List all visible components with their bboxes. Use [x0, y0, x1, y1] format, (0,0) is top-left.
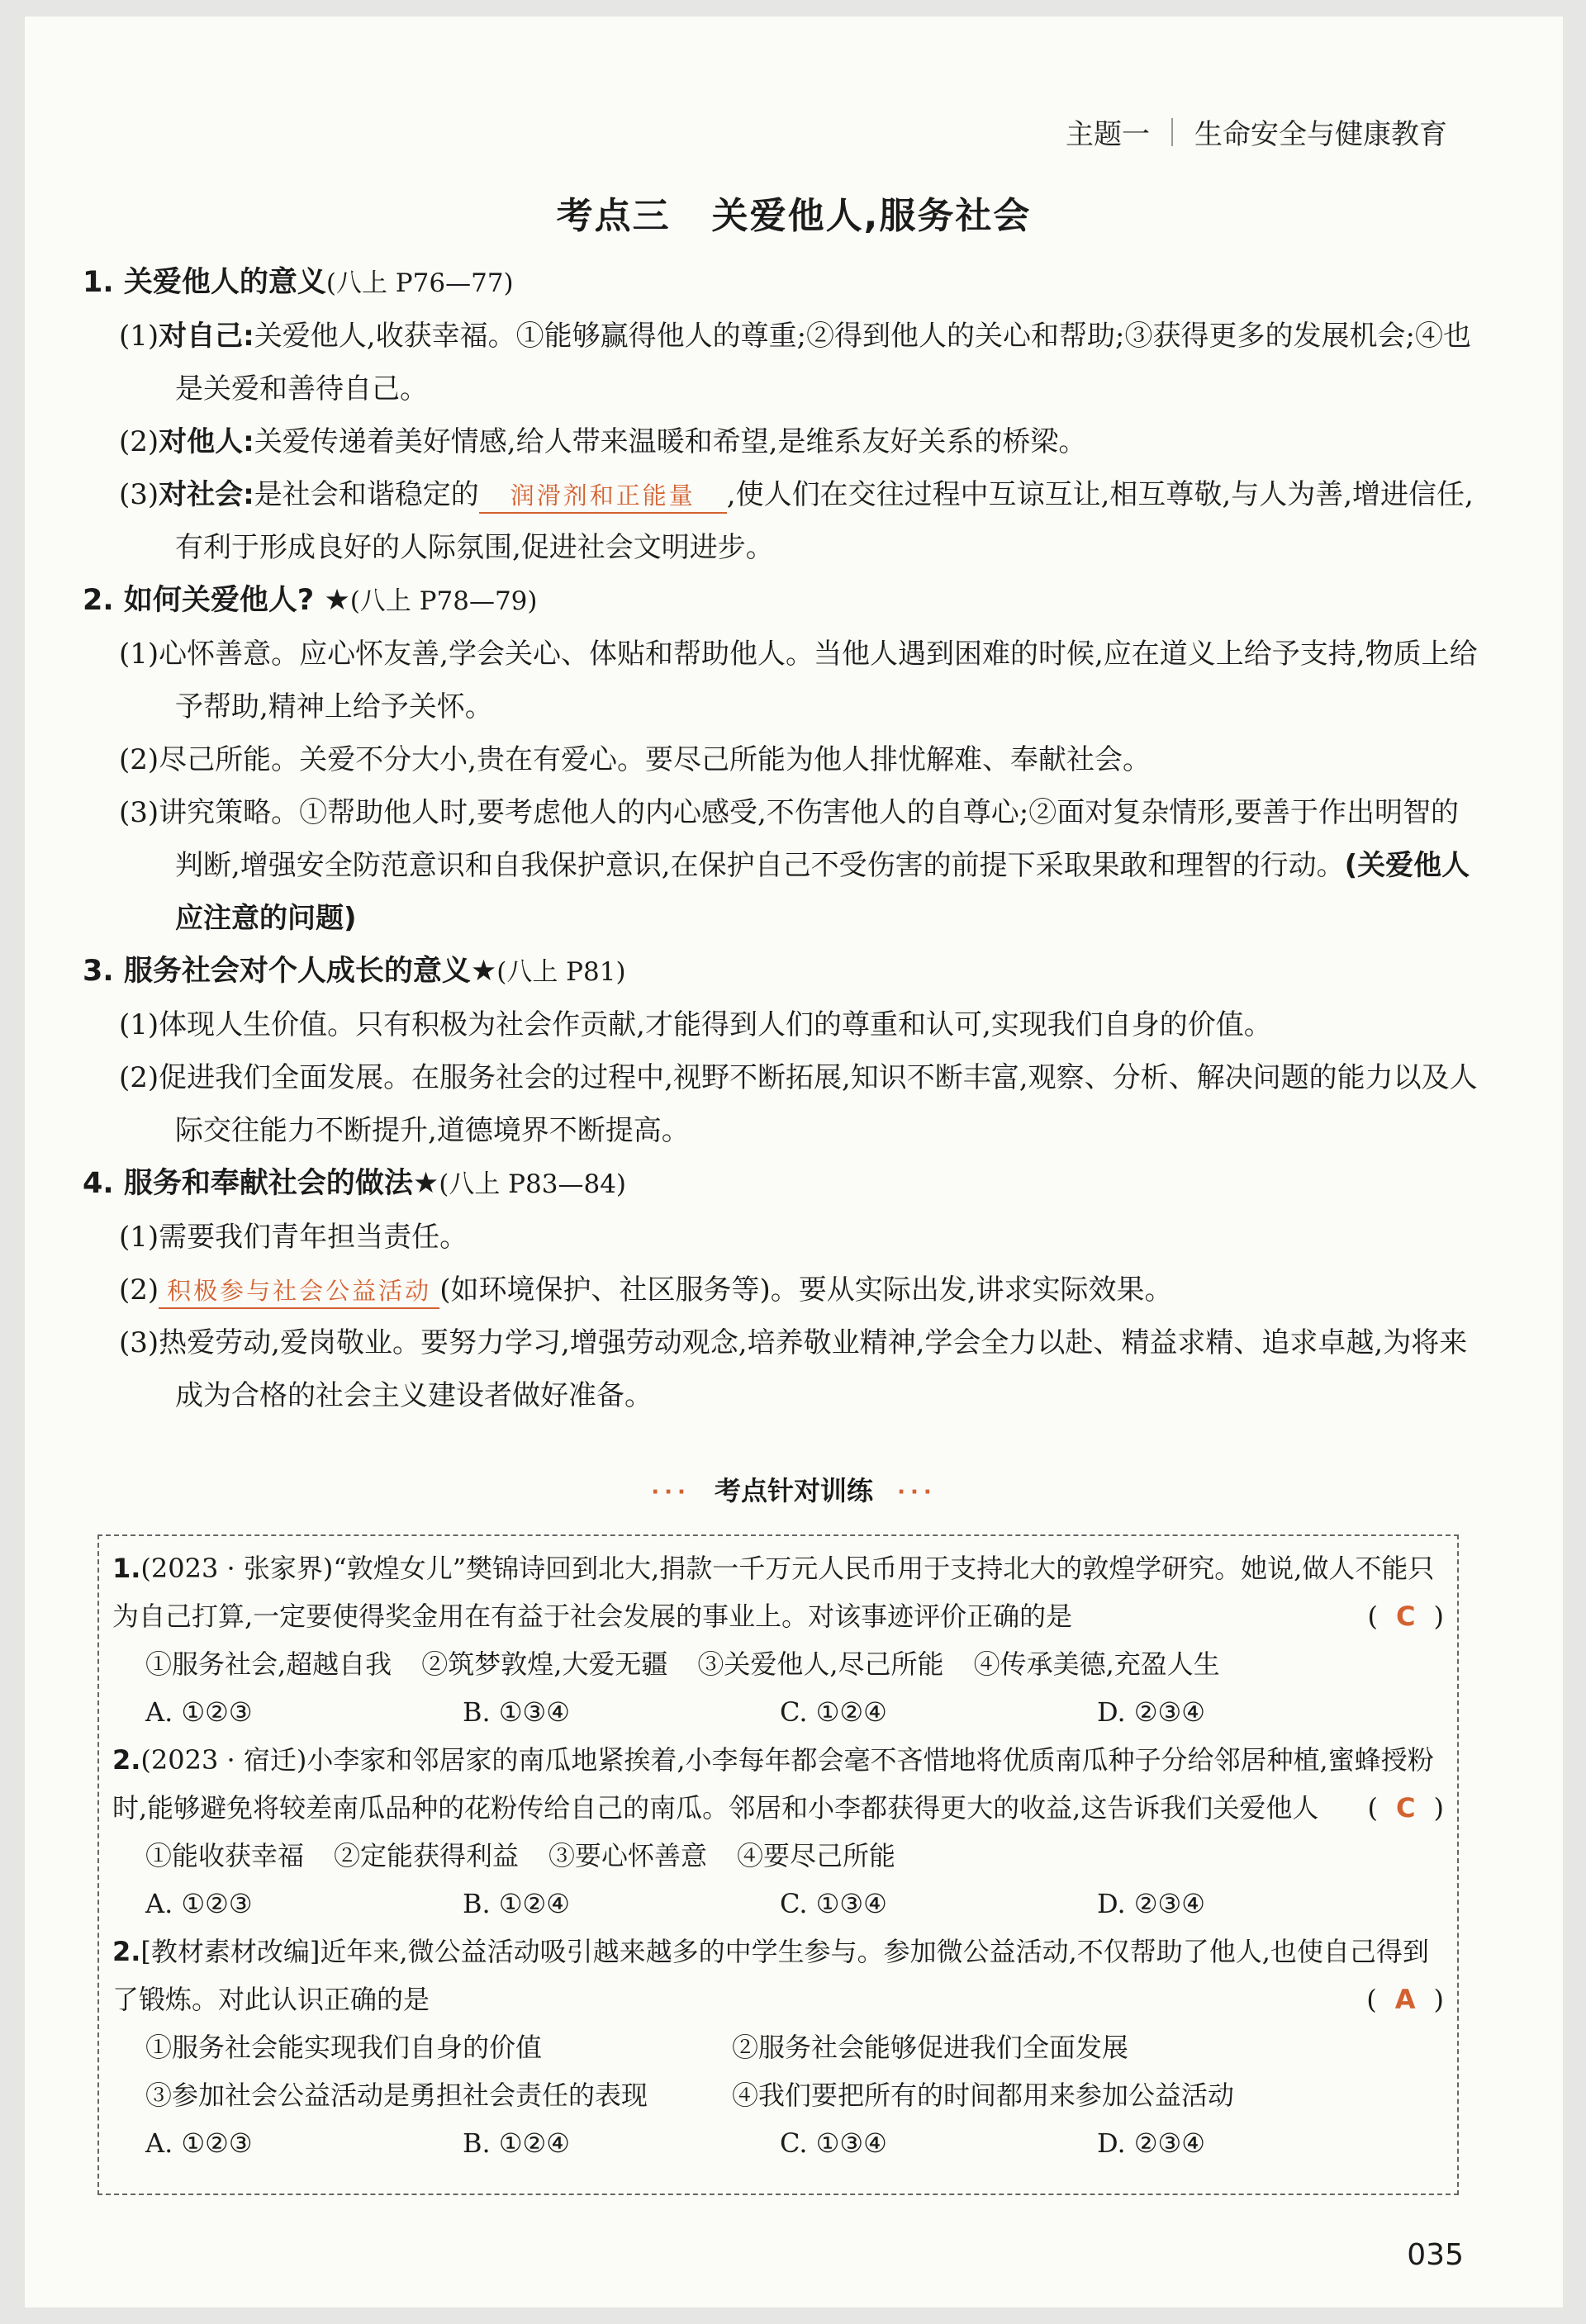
- question-number: 2.: [112, 1744, 141, 1776]
- bracket-close: ): [1433, 1984, 1444, 2015]
- answer-bracket: [1368, 1784, 1444, 1832]
- question: [112, 1544, 1444, 1640]
- section-heading: [83, 1157, 1487, 1211]
- question-stem: [教材素材改编]近年来,微公益活动吸引越来越多的中学生参与。参加微公益活动,不仅帮助了他人,也使自己得到了锻炼。对此认识正确的是: [112, 1936, 1429, 2015]
- bracket-open: (: [1367, 1601, 1379, 1632]
- header-theme: 主题一: [1066, 118, 1150, 151]
- option: D. ②③④: [1097, 1696, 1205, 1728]
- item-text: 讲究策略。①帮助他人时,要考虑他人的内心感受,不伤害他人的自尊心;②面对复杂情形,要善于作出明智的判断,增强安全防范意识和自我保护意识,在保护自己不受伤害的前提下采取果敢和理智的行动。: [159, 796, 1460, 882]
- title-text: 关爱他人,服务社会: [711, 195, 1032, 237]
- answer-letter: A: [1394, 1984, 1416, 2015]
- answer-bracket: [1366, 1975, 1444, 2023]
- question-number: 2.: [112, 1936, 141, 1967]
- list-item: [83, 628, 1487, 733]
- list-item: [83, 1316, 1487, 1422]
- item-label: 对他人:: [159, 425, 254, 458]
- statement: ②定能获得利益: [334, 1840, 520, 1871]
- knowledge-content: [83, 256, 1487, 1422]
- question-number: 1.: [112, 1553, 141, 1584]
- textbook-ref: (八上 P76—77): [325, 268, 514, 298]
- option: D. ②③④: [1097, 1888, 1205, 1919]
- statement: ④我们要把所有的时间都用来参加公益活动: [732, 2080, 1235, 2111]
- option: B. ①②④: [463, 1888, 570, 1919]
- list-item: [83, 998, 1487, 1051]
- section-heading-text: 2. 如何关爱他人? ★: [83, 584, 350, 617]
- item-text: 关爱他人,收获幸福。①能够赢得他人的尊重;②得到他人的关心和帮助;③获得更多的发展机会;④也是关爱和善待自己。: [175, 320, 1471, 406]
- list-item: [83, 310, 1487, 415]
- statement: ②服务社会能够促进我们全面发展: [732, 2032, 1129, 2063]
- option: C. ①③④: [780, 1888, 887, 1919]
- dots-decoration: ···: [897, 1480, 937, 1505]
- option: A. ①②③: [145, 1696, 253, 1728]
- statement-list: [112, 2071, 1444, 2119]
- list-item: [83, 1211, 1487, 1264]
- option: B. ①③④: [463, 1696, 570, 1728]
- textbook-ref: (八上 P78—79): [349, 586, 538, 616]
- section-heading: [83, 574, 1487, 628]
- list-item: [83, 1051, 1487, 1157]
- statement-list: [112, 1640, 1444, 1688]
- item-number: (1): [119, 1221, 159, 1254]
- option: D. ②③④: [1097, 2127, 1205, 2159]
- list-item: [83, 786, 1487, 945]
- bracket-close: ): [1433, 1792, 1444, 1824]
- answer-letter: C: [1396, 1601, 1416, 1632]
- statement: ④要尽己所能: [737, 1840, 896, 1871]
- option: C. ①③④: [780, 2127, 887, 2159]
- bracket-open: (: [1367, 1792, 1379, 1824]
- item-number: (2): [119, 425, 159, 458]
- section-heading-text: 4. 服务和奉献社会的做法★: [83, 1167, 439, 1200]
- training-title-text: 考点针对训练: [714, 1475, 873, 1506]
- item-text: 心怀善意。应心怀友善,学会关心、体贴和帮助他人。当他人遇到困难的时候,应在道义上给予支持,物质上给予帮助,精神上给予关怀。: [159, 638, 1478, 723]
- practice-box: [97, 1534, 1459, 2195]
- bracket-close: ): [1433, 1601, 1444, 1632]
- answer-bracket: [1368, 1592, 1444, 1640]
- option: A. ①②③: [145, 1888, 253, 1919]
- item-number: (3): [119, 1326, 159, 1359]
- question: [112, 1736, 1444, 1832]
- question: [112, 1928, 1444, 2023]
- option-list: [112, 2119, 1444, 2167]
- page-number: 035: [1407, 2238, 1464, 2272]
- item-label: 对社会:: [159, 478, 254, 511]
- item-text: (如环境保护、社区服务等)。要从实际出发,讲求实际效果。: [439, 1273, 1173, 1307]
- section-heading: [83, 256, 1487, 310]
- item-number: (2): [119, 743, 159, 776]
- option: A. ①②③: [145, 2127, 253, 2159]
- fill-blank-answer: 润滑剂和正能量: [479, 479, 727, 514]
- list-item: [83, 733, 1487, 786]
- option: B. ①②④: [463, 2127, 570, 2159]
- textbook-ref: (八上 P81): [496, 957, 626, 987]
- statement: ②筑梦敦煌,大爱无疆: [421, 1648, 668, 1680]
- title-label: 考点三: [556, 195, 671, 237]
- statement: ③参加社会公益活动是勇担社会责任的表现: [145, 2080, 648, 2111]
- item-text: 关爱传递着美好情感,给人带来温暖和希望,是维系友好关系的桥梁。: [254, 425, 1087, 458]
- statement: ③关爱他人,尽己所能: [697, 1648, 944, 1680]
- page-title: [25, 186, 1563, 239]
- running-header: [1066, 111, 1447, 152]
- header-topic: 生命安全与健康教育: [1194, 118, 1447, 151]
- question-stem: (2023 · 宿迁)小李家和邻居家的南瓜地紧挨着,小李每年都会毫不吝惜地将优质南瓜种子分给邻居种植,蜜蜂授粉时,能够避免将较差南瓜品种的花粉传给自己的南瓜。邻居和小李都获得更大的收益,这告诉我们关爱他人: [112, 1744, 1434, 1824]
- textbook-ref: (八上 P83—84): [439, 1169, 627, 1199]
- item-number: (1): [119, 320, 159, 353]
- item-text: 尽己所能。关爱不分大小,贵在有爱心。要尽己所能为他人排忧解难、奉献社会。: [159, 743, 1151, 776]
- statement: ①能收获幸福: [145, 1840, 305, 1871]
- item-text: ,使人们在交往过程中互谅互让,相互尊敬,与人为善,增进信任,有利于形成良好的人际氛围,促进社会文明进步。: [175, 478, 1474, 564]
- item-text: 促进我们全面发展。在服务社会的过程中,视野不断拓展,知识不断丰富,观察、分析、解决问题的能力以及人际交往能力不断提升,道德境界不断提高。: [159, 1061, 1478, 1147]
- answer-letter: C: [1396, 1792, 1416, 1824]
- list-item: [83, 468, 1487, 574]
- statement: ①服务社会能实现我们自身的价值: [145, 2032, 543, 2063]
- item-text: 体现人生价值。只有积极为社会作贡献,才能得到人们的尊重和认可,实现我们自身的价值。: [159, 1008, 1272, 1041]
- list-item: [83, 1264, 1487, 1316]
- item-number: (1): [119, 1008, 159, 1041]
- list-item: [83, 415, 1487, 468]
- item-label: 对自己:: [159, 320, 254, 353]
- fill-blank-answer: 积极参与社会公益活动: [159, 1274, 439, 1309]
- option-list: [112, 1880, 1444, 1928]
- section-heading-text: 3. 服务社会对个人成长的意义★: [83, 955, 497, 988]
- section-heading-text: 1. 关爱他人的意义: [83, 266, 326, 299]
- item-text: 需要我们青年担当责任。: [159, 1221, 468, 1254]
- question-stem: (2023 · 张家界)“敦煌女儿”樊锦诗回到北大,捐款一千万元人民币用于支持北大的敦煌学研究。她说,做人不能只为自己打算,一定要使得奖金用在有益于社会发展的事业上。对该事迹评价正确的是: [112, 1553, 1435, 1632]
- training-title: [25, 1470, 1563, 1508]
- item-note: (关爱他人应注意的问题): [175, 849, 1470, 935]
- item-text: 热爱劳动,爱岗敬业。要努力学习,增强劳动观念,培养敬业精神,学会全力以赴、精益求精、追求卓越,为将来成为合格的社会主义建设者做好准备。: [159, 1326, 1468, 1412]
- item-number: (1): [119, 638, 159, 671]
- item-text: 是社会和谐稳定的: [254, 478, 479, 511]
- page: [25, 17, 1563, 2307]
- statement: ③要心怀善意: [548, 1840, 708, 1871]
- item-number: (3): [119, 796, 159, 829]
- dots-decoration: ···: [651, 1480, 691, 1505]
- item-number: (3): [119, 478, 159, 511]
- bracket-open: (: [1366, 1984, 1377, 2015]
- header-divider: [1171, 118, 1173, 146]
- statement: ④传承美德,充盈人生: [973, 1648, 1220, 1680]
- item-number: (2): [119, 1061, 159, 1094]
- statement-list: [112, 1832, 1444, 1880]
- statement-list: [112, 2023, 1444, 2071]
- option: C. ①②④: [780, 1696, 887, 1728]
- item-number: (2): [119, 1273, 159, 1307]
- section-heading: [83, 945, 1487, 998]
- option-list: [112, 1688, 1444, 1736]
- statement: ①服务社会,超越自我: [145, 1648, 392, 1680]
